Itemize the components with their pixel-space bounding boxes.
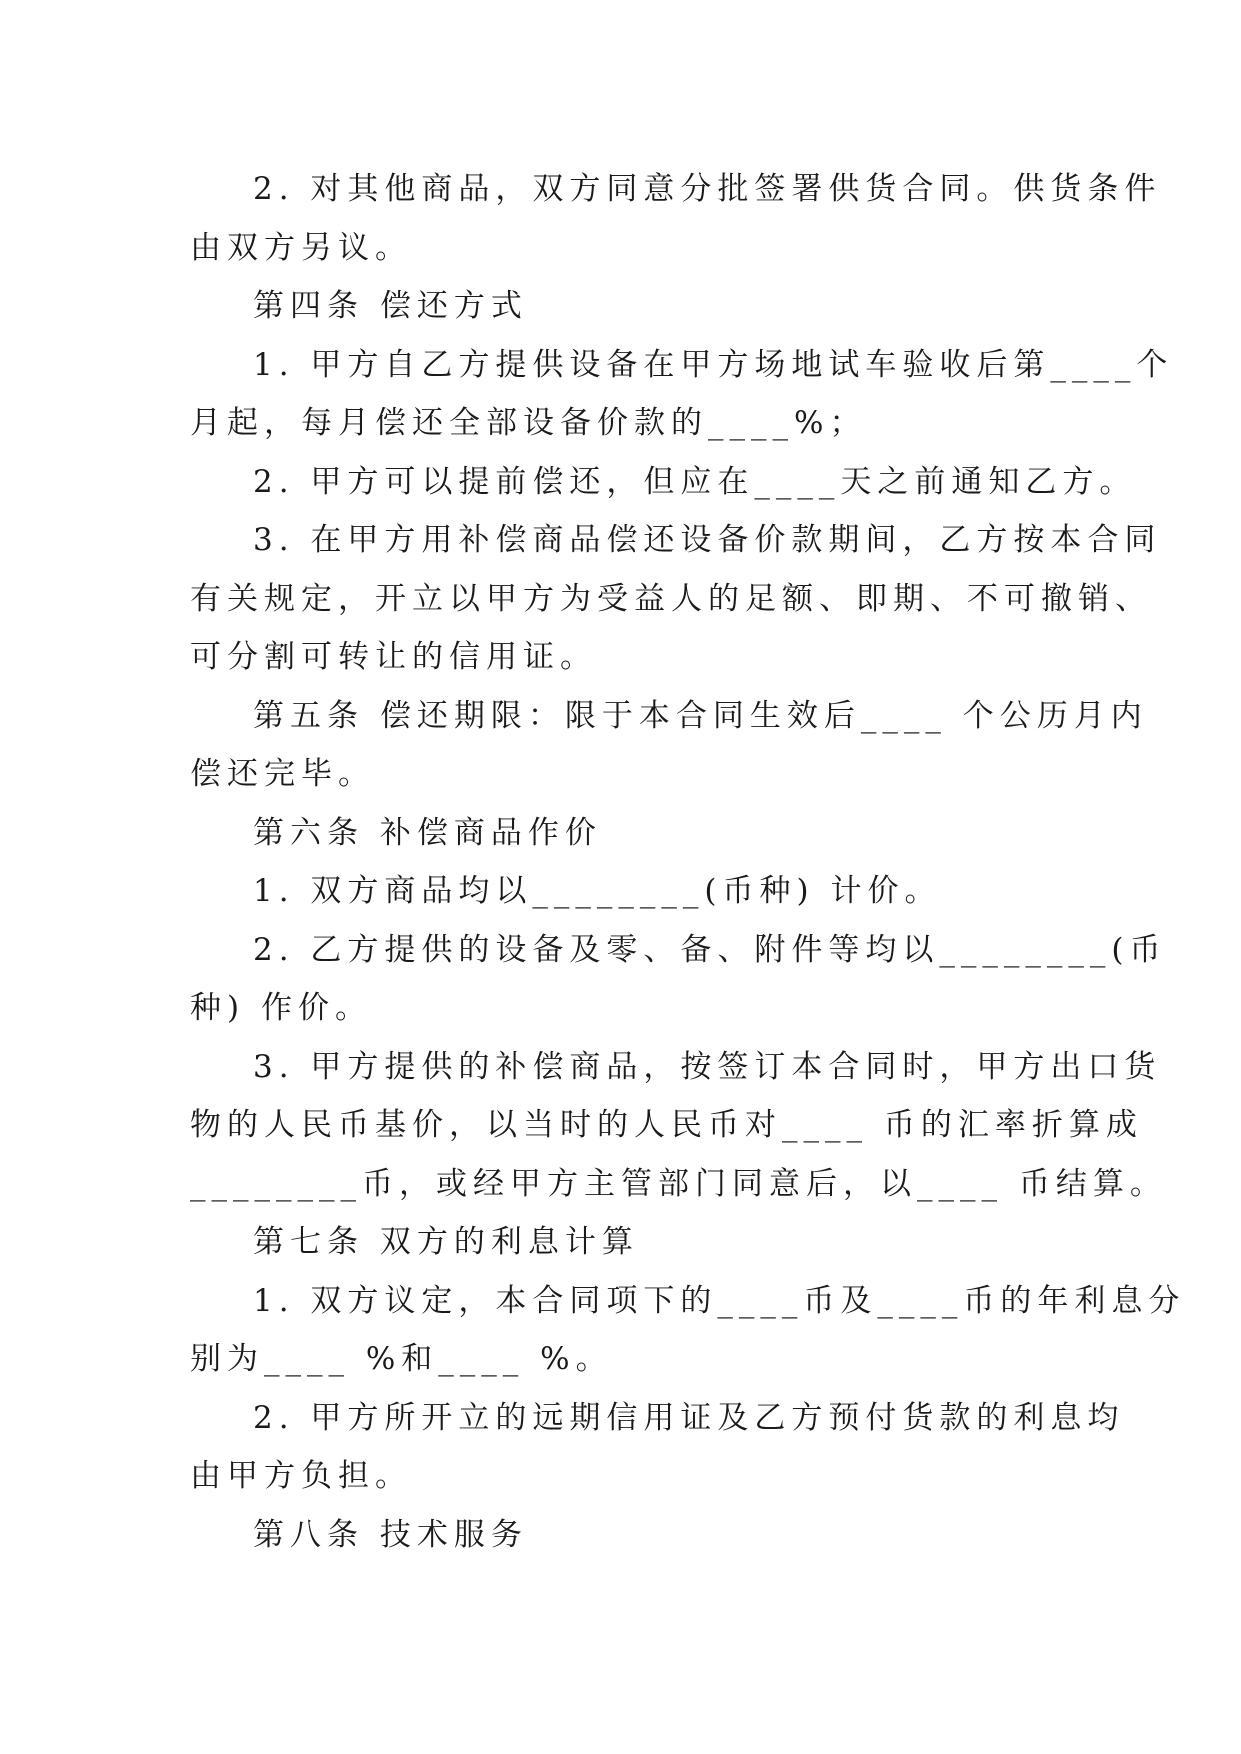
paragraph-line: 1. 双方商品均以________(币种) 计价。 <box>253 873 942 909</box>
paragraph-line: 由双方另议。 <box>190 229 412 266</box>
paragraph-line: 3. 甲方提供的补偿商品，按签订本合同时，甲方出口货 <box>253 1048 1162 1085</box>
paragraph-line: 种) 作价。 <box>190 990 372 1026</box>
paragraph-line: 偿还完毕。 <box>190 756 375 792</box>
section-heading: 第四条 偿还方式 <box>253 288 528 324</box>
document-page <box>190 160 1186 1564</box>
paragraph-line: 别为____ %和____ %。 <box>190 1341 613 1377</box>
section-heading: 第六条 补偿商品作价 <box>253 814 602 851</box>
paragraph-line: 有关规定，开立以甲方为受益人的足额、即期、不可撤销、 <box>190 580 1152 617</box>
paragraph-line: 1. 双方议定，本合同项下的____币及____币的年利息分 <box>253 1282 1186 1319</box>
paragraph-line: 1. 甲方自乙方提供设备在甲方场地试车验收后第____个 <box>253 346 1174 383</box>
paragraph-line: 可分割可转让的信用证。 <box>190 639 597 675</box>
paragraph-line: 物的人民币基价，以当时的人民币对____ 币的汇率折算成 <box>190 1107 1143 1143</box>
paragraph-line: 2. 对其他商品，双方同意分批签署供货合同。供货条件 <box>253 171 1162 207</box>
paragraph-line: ________币，或经甲方主管部门同意后，以____ 币结算。 <box>190 1165 1167 1202</box>
section-heading: 第五条 偿还期限：限于本合同生效后____ 个公历月内 <box>253 697 1148 734</box>
section-heading: 第八条 技术服务 <box>253 1516 528 1553</box>
paragraph-line: 2. 甲方所开立的远期信用证及乙方预付货款的利息均 <box>253 1399 1125 1436</box>
paragraph-line: 2. 乙方提供的设备及零、备、附件等均以________(币 <box>253 931 1167 968</box>
section-heading: 第七条 双方的利息计算 <box>253 1224 639 1260</box>
paragraph-line: 月起，每月偿还全部设备价款的____%； <box>190 405 867 441</box>
paragraph-line: 2. 甲方可以提前偿还，但应在____天之前通知乙方。 <box>253 463 1137 500</box>
paragraph-line: 3. 在甲方用补偿商品偿还设备价款期间，乙方按本合同 <box>253 522 1162 558</box>
paragraph-line: 由甲方负担。 <box>190 1458 412 1494</box>
